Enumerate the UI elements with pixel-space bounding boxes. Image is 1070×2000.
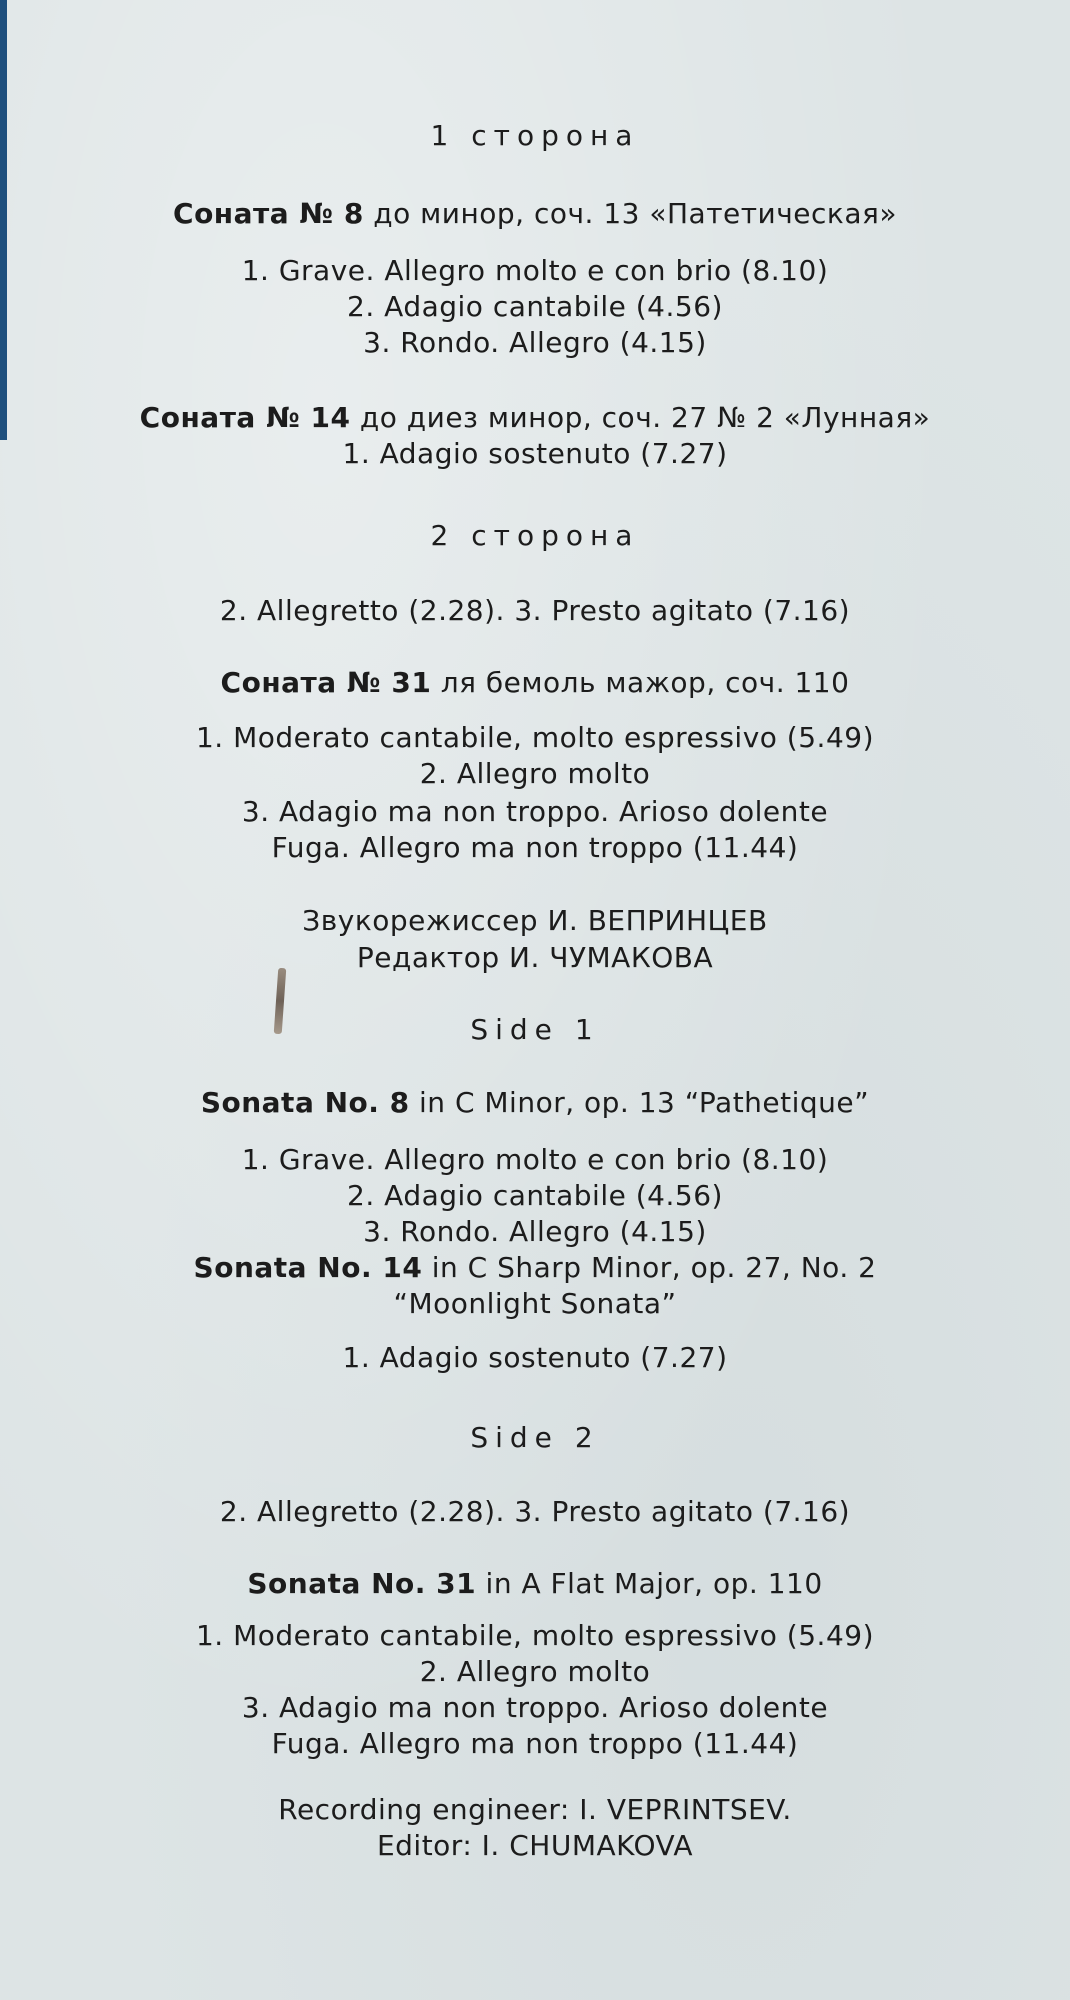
en-sonata14-subtitle: “Moonlight Sonata” [393, 1287, 677, 1320]
ru-sonata8-title [0, 196, 1070, 232]
ru-side1-heading: 1 сторона [430, 119, 640, 152]
en-sonata31-details: in A Flat Major, op. 110 [476, 1567, 823, 1600]
ru-credit-engineer: Звукорежиссер И. ВЕПРИНЦЕВ [302, 904, 768, 937]
ru-sonata31-fuga: Fuga. Allegro ma non troppo (11.44) [271, 831, 799, 864]
ru-side2-heading: 2 сторона [430, 519, 640, 552]
ru-sonata31-title [0, 665, 1070, 701]
ru-sonata8-details: до минор, соч. 13 «Патетическая» [363, 197, 897, 230]
ru-side2-movements: 2. Allegretto (2.28). 3. Presto agitato (7.16) [219, 594, 851, 627]
en-sonata14-details: in C Sharp Minor, op. 27, No. 2 [422, 1251, 877, 1284]
en-sonata8-title [0, 1085, 1070, 1121]
ru-sonata14-details: до диез минор, соч. 27 № 2 «Лунная» [350, 401, 931, 434]
ru-sonata8-movement-3: 3. Rondo. Allegro (4.15) [363, 326, 707, 359]
ru-sonata14-movement-1: 1. Adagio sostenuto (7.27) [342, 437, 728, 470]
en-sonata31-movement-3: 3. Adagio ma non troppo. Arioso dolente [241, 1691, 829, 1724]
ru-sonata8-movement-1: 1. Grave. Allegro molto e con brio (8.10) [241, 254, 829, 287]
en-sonata8-movement-1: 1. Grave. Allegro molto e con brio (8.10) [241, 1143, 829, 1176]
en-credit-editor: Editor: I. CHUMAKOVA [376, 1829, 694, 1862]
en-side2-heading: Side 2 [470, 1421, 600, 1454]
en-sonata14-title [0, 1250, 1070, 1286]
en-side2-movements: 2. Allegretto (2.28). 3. Presto agitato (7.16) [219, 1495, 851, 1528]
ru-sonata31-movement-1: 1. Moderato cantabile, molto espressivo (5.49) [195, 721, 875, 754]
ru-sonata31-movement-2: 2. Allegro molto [419, 757, 651, 790]
en-side1-heading: Side 1 [470, 1013, 600, 1046]
ru-sonata31-movement-3: 3. Adagio ma non troppo. Arioso dolente [241, 795, 829, 828]
ru-sonata31-details: ля бемоль мажор, соч. 110 [431, 666, 850, 699]
en-sonata8-name: Sonata No. 8 [200, 1086, 410, 1119]
en-sonata31-title [0, 1566, 1070, 1602]
en-sonata8-details: in C Minor, op. 13 “Pathetique” [409, 1086, 870, 1119]
en-credit-engineer: Recording engineer: I. VEPRINTSEV. [278, 1793, 792, 1826]
en-sonata14-name: Sonata No. 14 [193, 1251, 423, 1284]
en-sonata14-movement-1: 1. Adagio sostenuto (7.27) [342, 1341, 728, 1374]
en-sonata31-name: Sonata No. 31 [247, 1567, 477, 1600]
ru-sonata8-name: Соната № 8 [173, 197, 364, 230]
en-sonata31-fuga: Fuga. Allegro ma non troppo (11.44) [271, 1727, 799, 1760]
ru-sonata8-movement-2: 2. Adagio cantabile (4.56) [347, 290, 723, 323]
ru-sonata14-title [0, 400, 1070, 436]
en-sonata8-movement-3: 3. Rondo. Allegro (4.15) [363, 1215, 707, 1248]
ru-sonata31-name: Соната № 31 [220, 666, 432, 699]
ru-sonata14-name: Соната № 14 [139, 401, 351, 434]
en-sonata8-movement-2: 2. Adagio cantabile (4.56) [347, 1179, 723, 1212]
ru-credit-editor: Редактор И. ЧУМАКОВА [356, 941, 714, 974]
en-sonata31-movement-2: 2. Allegro molto [419, 1655, 651, 1688]
en-sonata31-movement-1: 1. Moderato cantabile, molto espressivo (5.49) [195, 1619, 875, 1652]
